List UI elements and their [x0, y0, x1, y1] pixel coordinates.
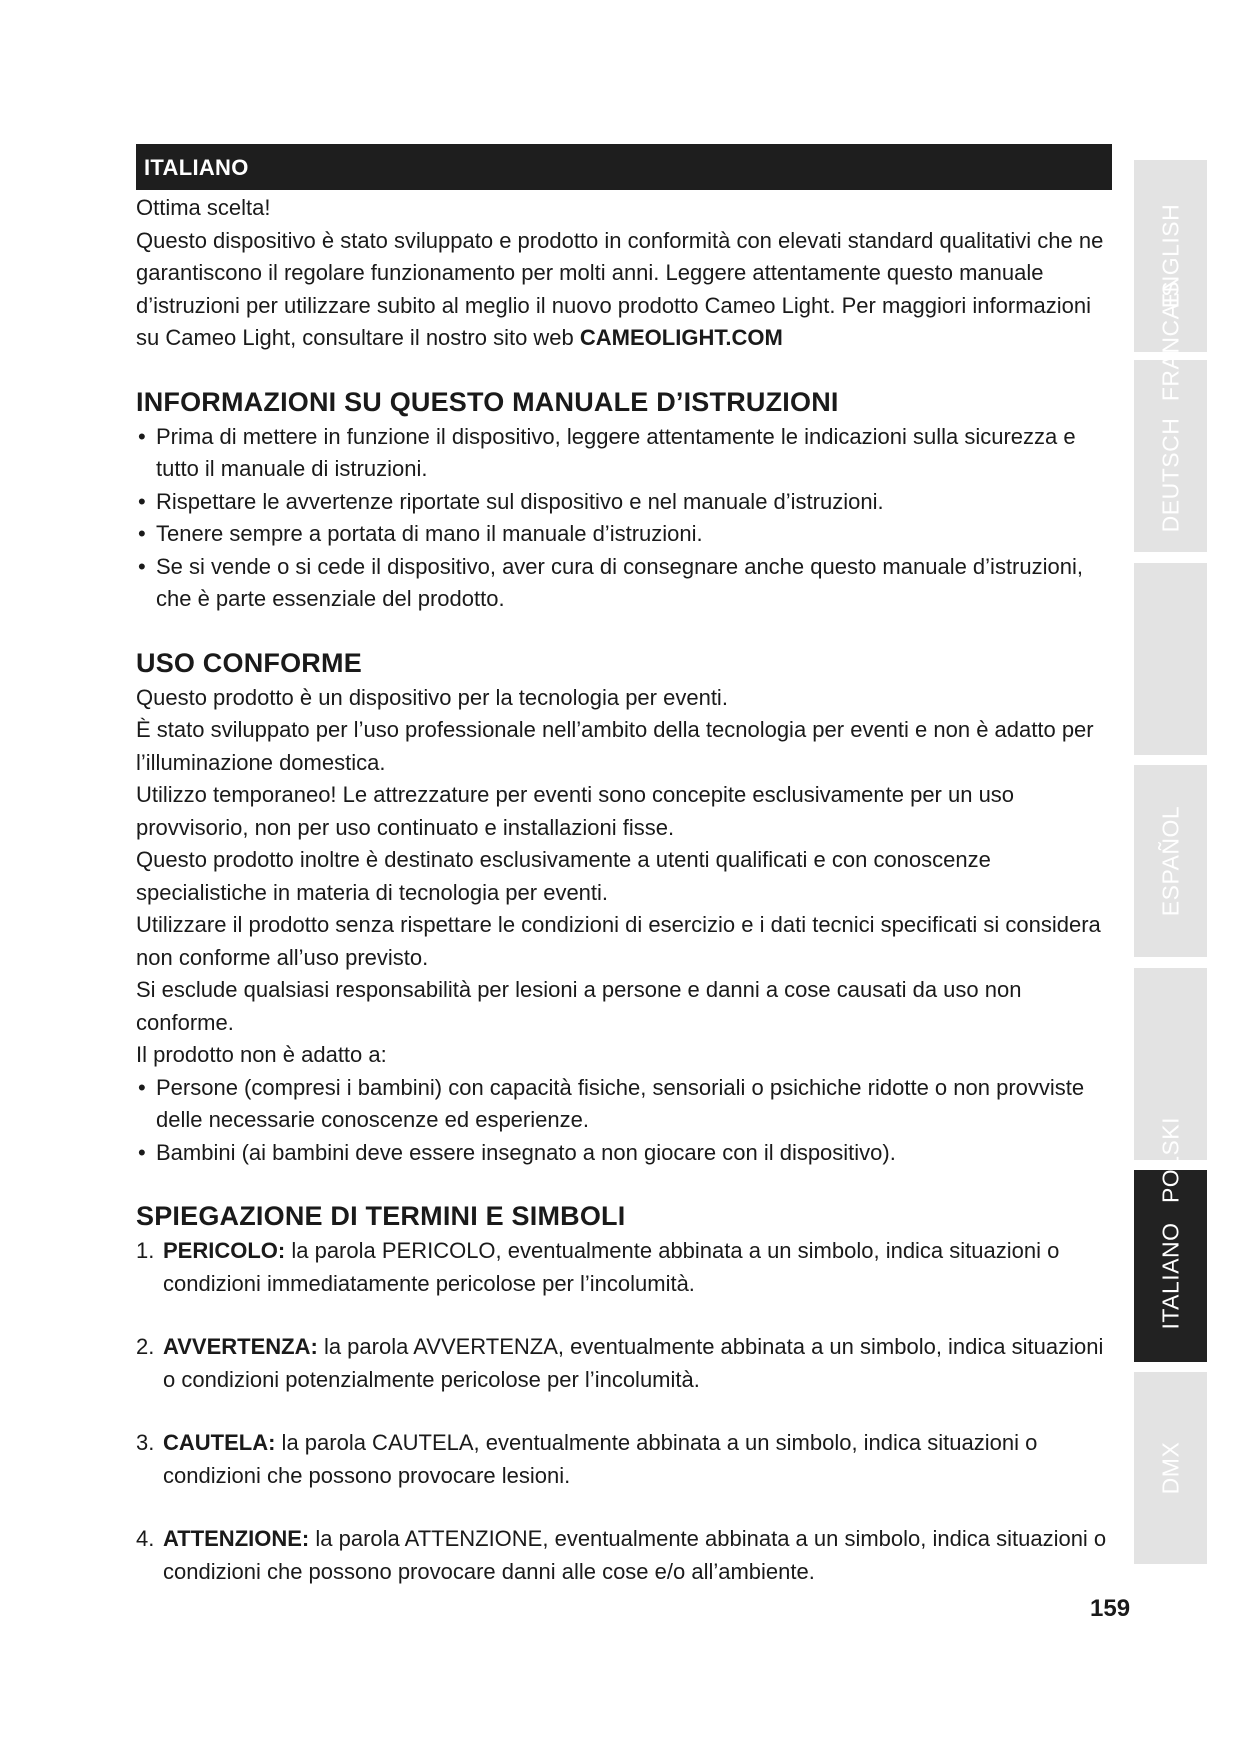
term-description: la parola AVVERTENZA, eventualmente abbinata a un simbolo, indica situazioni o condizioni potenzialmente pericolose per l’incolumità.	[163, 1334, 1104, 1392]
term-item	[136, 1235, 1112, 1300]
term-item	[136, 1523, 1112, 1588]
terms-title: SPIEGAZIONE DI TERMINI E SIMBOLI	[136, 1201, 626, 1231]
paragraph: È stato sviluppato per l’uso professionale nell’ambito della tecnologia per eventi e non è adatto per l’illuminazione domestica.	[136, 717, 1094, 775]
paragraph: Utilizzare il prodotto senza rispettare le condizioni di esercizio e i dati tecnici specificati si considera non conforme all’uso previsto.	[136, 912, 1101, 970]
tab-label: ITALIANO	[1157, 1222, 1183, 1330]
terms-section	[136, 1199, 1112, 1588]
term-description: la parola ATTENZIONE, eventualmente abbinata a un simbolo, indica situazioni o condizioni che possono provocare danni alle cose e/o all’ambiente.	[163, 1526, 1107, 1584]
intro	[136, 192, 1112, 355]
tab-español[interactable]	[1134, 765, 1207, 957]
term-keyword: AVVERTENZA:	[163, 1334, 318, 1359]
intended-use-section	[136, 646, 1112, 1170]
list-item-text: Rispettare le avvertenze riportate sul dispositivo e nel manuale d’istruzioni.	[156, 488, 884, 514]
tab-polski[interactable]	[1134, 1117, 1207, 1362]
list-item-text: Tenere sempre a portata di mano il manuale d’istruzioni.	[156, 521, 703, 546]
bullet-icon: •	[138, 1074, 146, 1100]
tab-label: DMX	[1157, 1441, 1183, 1495]
term-description: la parola CAUTELA, eventualmente abbinata a un simbolo, indica situazioni o condizioni che possono provocare lesioni.	[163, 1430, 1038, 1488]
tab-label: POLSKI	[1157, 1117, 1183, 1204]
term-keyword: CAUTELA:	[163, 1430, 276, 1455]
term-number: 4.	[136, 1526, 155, 1551]
list-item-text: Persone (compresi i bambini) con capacità fisiche, sensoriali o psichiche ridotte o non provviste delle necessarie conoscenze ed esperienze.	[156, 1074, 1085, 1132]
paragraph: Il prodotto non è adatto a:	[136, 1042, 387, 1067]
bullet-icon: •	[138, 1139, 146, 1165]
main-content	[136, 144, 1112, 1619]
manual-info-list	[136, 421, 1112, 616]
term-number: 1.	[136, 1238, 155, 1263]
terms-list	[136, 1235, 1112, 1588]
paragraph: Utilizzo temporaneo! Le attrezzature per eventi sono concepite esclusivamente per un uso provvisorio, non per uso continuato e installazioni fisse.	[136, 782, 1015, 840]
bullet-icon: •	[138, 423, 146, 449]
manual-info-section	[136, 385, 1112, 616]
language-header-label: ITALIANO	[144, 155, 249, 180]
website-link[interactable]: CAMEOLIGHT.COM	[579, 325, 783, 350]
list-item	[136, 421, 1112, 486]
intro-greeting: Ottima scelta!	[136, 195, 271, 220]
term-keyword: PERICOLO:	[163, 1238, 286, 1263]
list-item-text: Bambini (ai bambini deve essere insegnato a non giocare con il dispositivo).	[156, 1139, 896, 1165]
intended-use-paragraphs	[136, 682, 1112, 1072]
list-item	[136, 551, 1112, 616]
manual-info-title: INFORMAZIONI SU QUESTO MANUALE D’ISTRUZIONI	[136, 386, 839, 417]
tab-blank[interactable]	[1134, 563, 1207, 755]
term-item	[136, 1427, 1112, 1492]
list-item	[136, 518, 1112, 551]
tab-label: ESPAÑOL	[1157, 805, 1183, 917]
tab-dmx[interactable]	[1134, 1372, 1207, 1564]
list-item	[136, 1137, 1112, 1170]
bullet-icon: •	[138, 521, 146, 546]
intended-use-title: USO CONFORME	[136, 647, 362, 678]
tab-label: FRANCAIS	[1157, 280, 1183, 401]
tab-label: DEUTSCH	[1157, 417, 1183, 533]
paragraph: Questo prodotto inoltre è destinato esclusivamente a utenti qualificati e con conoscenze specialistiche in materia di tecnologia per eventi.	[136, 847, 991, 905]
list-item	[136, 1072, 1112, 1137]
term-description: la parola PERICOLO, eventualmente abbinata a un simbolo, indica situazioni o condizioni immediatamente pericolose per l’incolumità.	[163, 1238, 1060, 1296]
term-item	[136, 1331, 1112, 1396]
tab-label: ENGLISH	[1157, 203, 1183, 309]
intended-use-list	[136, 1072, 1112, 1170]
intro-paragraph: Questo dispositivo è stato sviluppato e prodotto in conformità con elevati standard qualitativi che ne garantiscono il regolare funzionamento per molti anni. Leggere attentamente questo manuale d’istruzioni per utilizzare subito al meglio il nuovo prodotto Cameo Light. Per maggiori informazioni su Cameo Light, consultare il nostro sito web	[136, 227, 1104, 350]
list-item-text: Prima di mettere in funzione il dispositivo, leggere attentamente le indicazioni sulla sicurezza e tutto il manuale di istruzioni.	[156, 423, 1076, 481]
tab-francais[interactable]	[1134, 280, 1207, 552]
paragraph: Questo prodotto è un dispositivo per la tecnologia per eventi.	[136, 684, 728, 710]
paragraph: Si esclude qualsiasi responsabilità per lesioni a persone e danni a cose causati da uso non conforme.	[136, 977, 1022, 1035]
bullet-icon: •	[138, 488, 146, 514]
bullet-icon: •	[138, 553, 146, 579]
list-item-text: Se si vende o si cede il dispositivo, aver cura di consegnare anche questo manuale d’istruzioni, che è parte essenziale del prodotto.	[156, 553, 1083, 611]
list-item	[136, 486, 1112, 519]
term-keyword: ATTENZIONE:	[163, 1526, 310, 1551]
page-number: 159	[1090, 1595, 1131, 1622]
term-number: 3.	[136, 1430, 155, 1455]
language-header	[136, 144, 1112, 190]
term-number: 2.	[136, 1334, 155, 1359]
intro-text	[136, 225, 1112, 355]
